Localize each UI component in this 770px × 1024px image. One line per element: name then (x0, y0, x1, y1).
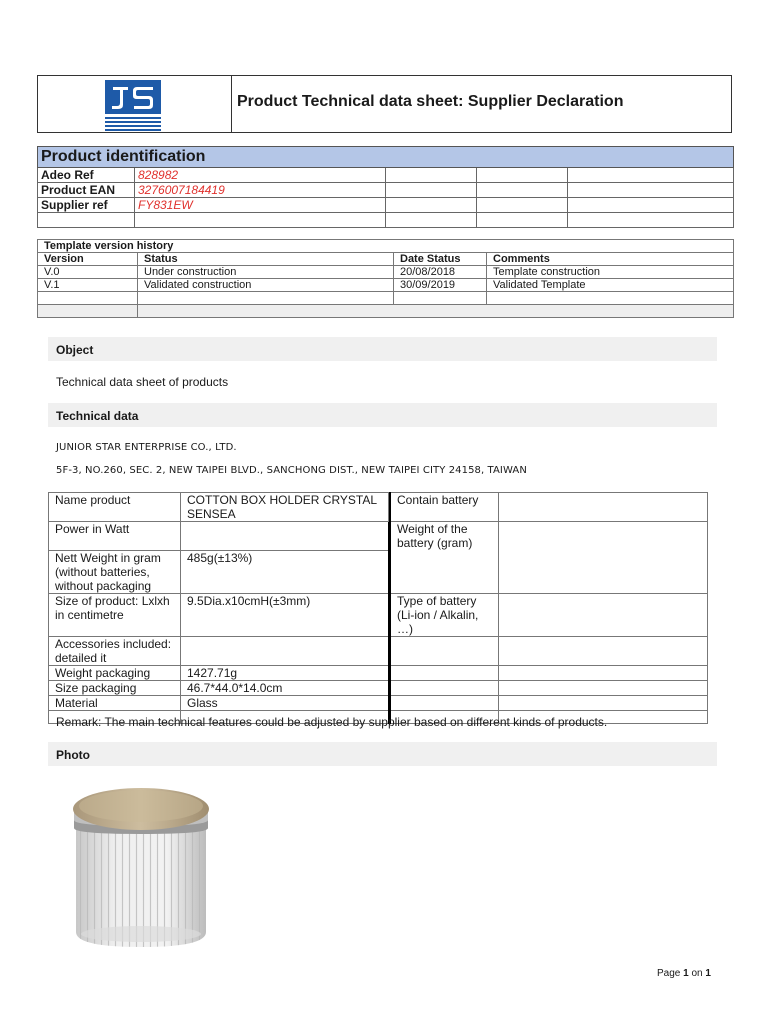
glass-jar-image (56, 782, 226, 954)
product-ean-label: Product EAN (38, 183, 135, 198)
accessories-label: Accessories included: detailed it (49, 637, 181, 666)
product-identification-heading: Product identification (38, 147, 734, 168)
table-row (49, 522, 708, 551)
weight-packaging-label: Weight packaging (49, 666, 181, 681)
comments-header: Comments (487, 253, 734, 266)
remark-text: Remark: The main technical features could be adjusted by supplier based on different kinds of products. (56, 715, 608, 729)
document-header (37, 75, 732, 133)
material-value: Glass (181, 696, 389, 711)
size-label: Size of product: Lxlxh in centimetre (49, 594, 181, 637)
comments-cell: Template construction (487, 266, 734, 279)
table-row (49, 594, 708, 637)
size-value: 9.5Dia.x10cmH(±3mm) (181, 594, 389, 637)
table-row (49, 696, 708, 711)
logo-cell (38, 76, 232, 132)
status-cell: Validated construction (138, 279, 394, 292)
table-row (49, 637, 708, 666)
version-cell: V.1 (38, 279, 138, 292)
material-label: Material (49, 696, 181, 711)
table-row (49, 493, 708, 522)
contain-battery-label: Contain battery (391, 493, 499, 522)
company-address: 5F-3, NO.260, SEC. 2, NEW TAIPEI BLVD., SANCHONG DIST., NEW TAIPEI CITY 24158, TAIWAN (56, 465, 527, 476)
technical-data-table (48, 492, 708, 724)
nett-weight-label: Nett Weight in gram (without batteries, without packaging (49, 551, 181, 594)
page-on-word: on (691, 968, 703, 979)
table-row (38, 292, 734, 305)
weight-packaging-value: 1427.71g (181, 666, 389, 681)
template-history-heading: Template version history (38, 240, 734, 253)
status-header: Status (138, 253, 394, 266)
status-cell: Under construction (138, 266, 394, 279)
version-header: Version (38, 253, 138, 266)
product-identification-table (37, 146, 734, 228)
product-photo (56, 782, 226, 954)
date-cell: 30/09/2019 (394, 279, 487, 292)
supplier-ref-value: FY831EW (135, 198, 386, 213)
object-text: Technical data sheet of products (56, 375, 229, 389)
date-cell: 20/08/2018 (394, 266, 487, 279)
page-word: Page (657, 968, 681, 979)
page-title: Product Technical data sheet: Supplier Declaration (237, 93, 624, 110)
product-ean-value: 3276007184419 (135, 183, 386, 198)
battery-type-label: Type of battery (Li-ion / Alkalin, …) (391, 594, 499, 637)
page-total: 1 (705, 968, 711, 979)
company-name: JUNIOR STAR ENTERPRISE CO., LTD. (56, 442, 237, 453)
object-heading: Object (48, 337, 717, 361)
technical-data-heading: Technical data (48, 403, 717, 427)
table-row (49, 681, 708, 696)
supplier-ref-label: Supplier ref (38, 198, 135, 213)
adeo-ref-label: Adeo Ref (38, 168, 135, 183)
battery-weight-label: Weight of the battery (gram) (391, 522, 499, 594)
page-number (657, 968, 711, 979)
name-product-value: COTTON BOX HOLDER CRYSTAL SENSEA (181, 493, 389, 522)
table-row (38, 198, 734, 213)
date-status-header: Date Status (394, 253, 487, 266)
table-row (38, 266, 734, 279)
page-current: 1 (683, 968, 689, 979)
adeo-ref-value: 828982 (135, 168, 386, 183)
comments-cell: Validated Template (487, 279, 734, 292)
table-row (38, 305, 734, 318)
template-version-history-table (37, 239, 734, 318)
table-row (38, 279, 734, 292)
power-label: Power in Watt (49, 522, 181, 551)
size-packaging-value: 46.7*44.0*14.0cm (181, 681, 389, 696)
size-packaging-label: Size packaging (49, 681, 181, 696)
js-logo (103, 78, 163, 132)
table-row (49, 666, 708, 681)
nett-weight-value: 485g(±13%) (181, 551, 389, 594)
photo-heading: Photo (48, 742, 717, 766)
table-row (38, 213, 734, 228)
version-cell: V.0 (38, 266, 138, 279)
table-row (38, 183, 734, 198)
table-row (38, 168, 734, 183)
name-product-label: Name product (49, 493, 181, 522)
